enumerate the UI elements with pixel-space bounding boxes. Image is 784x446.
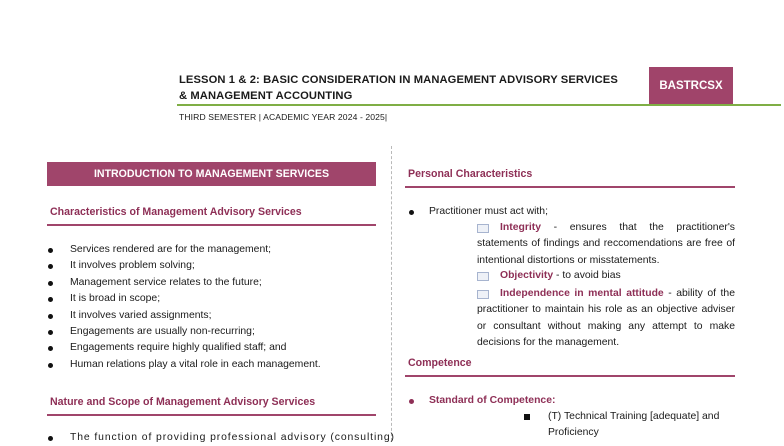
bullet-icon bbox=[48, 346, 53, 351]
characteristics-heading: Characteristics of Management Advisory Services bbox=[50, 206, 302, 218]
bullet-icon bbox=[409, 399, 414, 404]
proficiency-line: Proficiency bbox=[548, 427, 599, 438]
objectivity-item: Objectivity - to avoid bias bbox=[500, 270, 621, 281]
characteristics-heading-rule bbox=[47, 224, 376, 226]
bullet-icon bbox=[48, 264, 53, 269]
competence-heading: Competence bbox=[408, 357, 472, 369]
nature-scope-list bbox=[47, 430, 395, 446]
standard-of-competence-label: Standard of Competence: bbox=[429, 395, 556, 406]
course-badge: BASTRCSX bbox=[649, 67, 733, 104]
practitioner-intro: Practitioner must act with; bbox=[429, 206, 548, 217]
nature-scope-heading-rule bbox=[47, 414, 376, 416]
bullet-icon bbox=[409, 210, 414, 215]
bullet-icon bbox=[48, 297, 53, 302]
column-divider bbox=[391, 146, 392, 441]
list-item: Engagements are usually non-recurring; bbox=[47, 324, 321, 340]
nature-scope-heading: Nature and Scope of Management Advisory Services bbox=[50, 396, 316, 408]
list-item: Services rendered are for the management; bbox=[47, 242, 321, 258]
square-bullet-icon bbox=[524, 414, 530, 420]
technical-training-line: (T) Technical Training [adequate] and bbox=[548, 411, 720, 422]
document-title: LESSON 1 & 2: BASIC CONSIDERATION IN MANAGEMENT ADVISORY SERVICES & MANAGEMENT ACCOUNTING bbox=[179, 74, 618, 102]
bullet-icon bbox=[48, 363, 53, 368]
bullet-icon bbox=[48, 436, 53, 441]
bullet-icon bbox=[48, 330, 53, 335]
semester-line: THIRD SEMESTER | ACADEMIC YEAR 2024 - 2025| bbox=[179, 112, 388, 122]
bullet-icon bbox=[48, 248, 53, 253]
bullet-icon bbox=[48, 281, 53, 286]
header-divider bbox=[177, 104, 781, 106]
list-item: It is broad in scope; bbox=[47, 291, 321, 307]
personal-heading-rule bbox=[405, 186, 735, 188]
personal-characteristics-heading: Personal Characteristics bbox=[408, 168, 533, 180]
independence-item: Independence in mental attitude - ability of the practitioner to maintain his role as an objective adviser or consultant without making any attempt to make decisions for the management. bbox=[477, 288, 735, 348]
integrity-item: Integrity - ensures that the practitioner's statements of findings and reccomendations are free of intentional distortions or misstatements. bbox=[477, 222, 735, 266]
list-item: Human relations play a vital role in each management. bbox=[47, 357, 321, 373]
intro-section-bar: INTRODUCTION TO MANAGEMENT SERVICES bbox=[47, 162, 376, 186]
bullet-icon bbox=[48, 314, 53, 319]
characteristics-list bbox=[47, 242, 321, 373]
competence-heading-rule bbox=[405, 375, 735, 377]
list-item: It involves varied assignments; bbox=[47, 308, 321, 324]
list-item: Management service relates to the future; bbox=[47, 275, 321, 291]
list-item: It involves problem solving; bbox=[47, 258, 321, 274]
list-item: Engagements require highly qualified staff; and bbox=[47, 340, 321, 356]
list-item: The function of providing professional advisory (consulting) bbox=[47, 430, 377, 446]
